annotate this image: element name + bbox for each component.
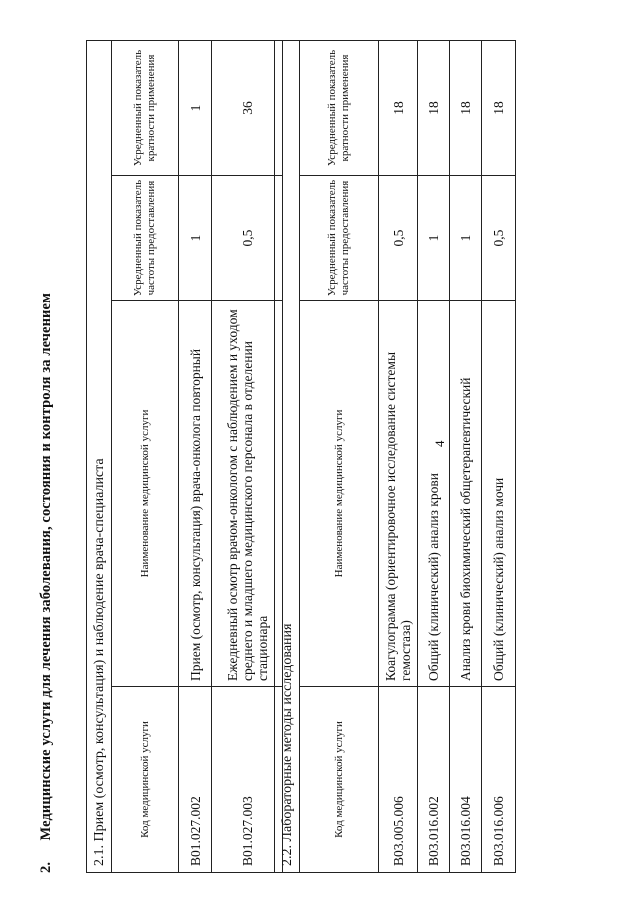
row-freq: 1 [450,176,482,301]
row-freq: 0,5 [212,176,283,301]
row-mult: 36 [212,40,283,175]
table-row [482,40,516,872]
row-code: B03.016.002 [418,687,450,873]
subsection-title: Лабораторные методы исследования [279,623,295,842]
subsection-number: 2.1. [91,845,107,866]
row-freq: 1 [418,176,450,301]
subsection-row [275,40,300,872]
table-row [418,40,450,872]
row-name: Анализ крови биохимический общетерапевтический [450,301,482,687]
row-name: Общий (клинический) анализ крови [418,301,450,687]
row-mult: 18 [450,40,482,175]
table-row [379,40,418,872]
row-code: B01.027.003 [212,687,283,873]
row-mult: 18 [482,40,516,175]
rotated-content [30,12,610,877]
row-name: Прием (осмотр, консультация) врача-онколога повторный [179,301,212,687]
subsection-row [87,40,112,872]
header-freq: Усредненный показатель частоты предоставления [112,176,179,301]
table-header-row [300,40,379,872]
row-mult: 1 [179,40,212,175]
row-code: B03.016.006 [482,687,516,873]
subsection-title: Прием (осмотр, консультация) и наблюдение врача-специалиста [91,458,107,842]
header-code: Код медицинской услуги [112,687,179,873]
header-code: Код медицинской услуги [300,687,379,873]
row-freq: 0,5 [482,176,516,301]
table-row [179,40,212,872]
row-mult: 18 [418,40,450,175]
table-row [450,40,482,872]
header-name: Наименование медицинской услуги [300,301,379,687]
header-mult: Усредненный показатель кратности применения [300,40,379,175]
header-name: Наименование медицинской услуги [112,301,179,687]
subsection-number: 2.2. [279,845,295,866]
header-freq: Усредненный показатель частоты предоставления [300,176,379,301]
table-header-row [112,40,179,872]
table-2-1 [86,40,283,873]
section-title: Медицинские услуги для лечения заболевания, состояния и контроля за лечением [38,293,54,841]
header-mult: Усредненный показатель кратности применения [112,40,179,175]
page-number: 4 [432,440,447,447]
row-code: B03.005.006 [379,687,418,873]
table-row [212,40,283,872]
section-heading [38,293,55,873]
row-name: Ежедневный осмотр врачом-онкологом с наблюдением и уходом среднего и младшего медицинского персонала в отделении стационара [212,301,283,687]
section-number: 2. [38,861,54,873]
row-freq: 0,5 [379,176,418,301]
row-freq: 1 [179,176,212,301]
row-name: Общий (клинический) анализ мочи [482,301,516,687]
row-code: B03.016.004 [450,687,482,873]
table-2-2 [274,40,516,873]
row-code: B01.027.002 [179,687,212,873]
row-name: Коагулограмма (ориентировочное исследование системы гемостаза) [379,301,418,687]
row-mult: 18 [379,40,418,175]
